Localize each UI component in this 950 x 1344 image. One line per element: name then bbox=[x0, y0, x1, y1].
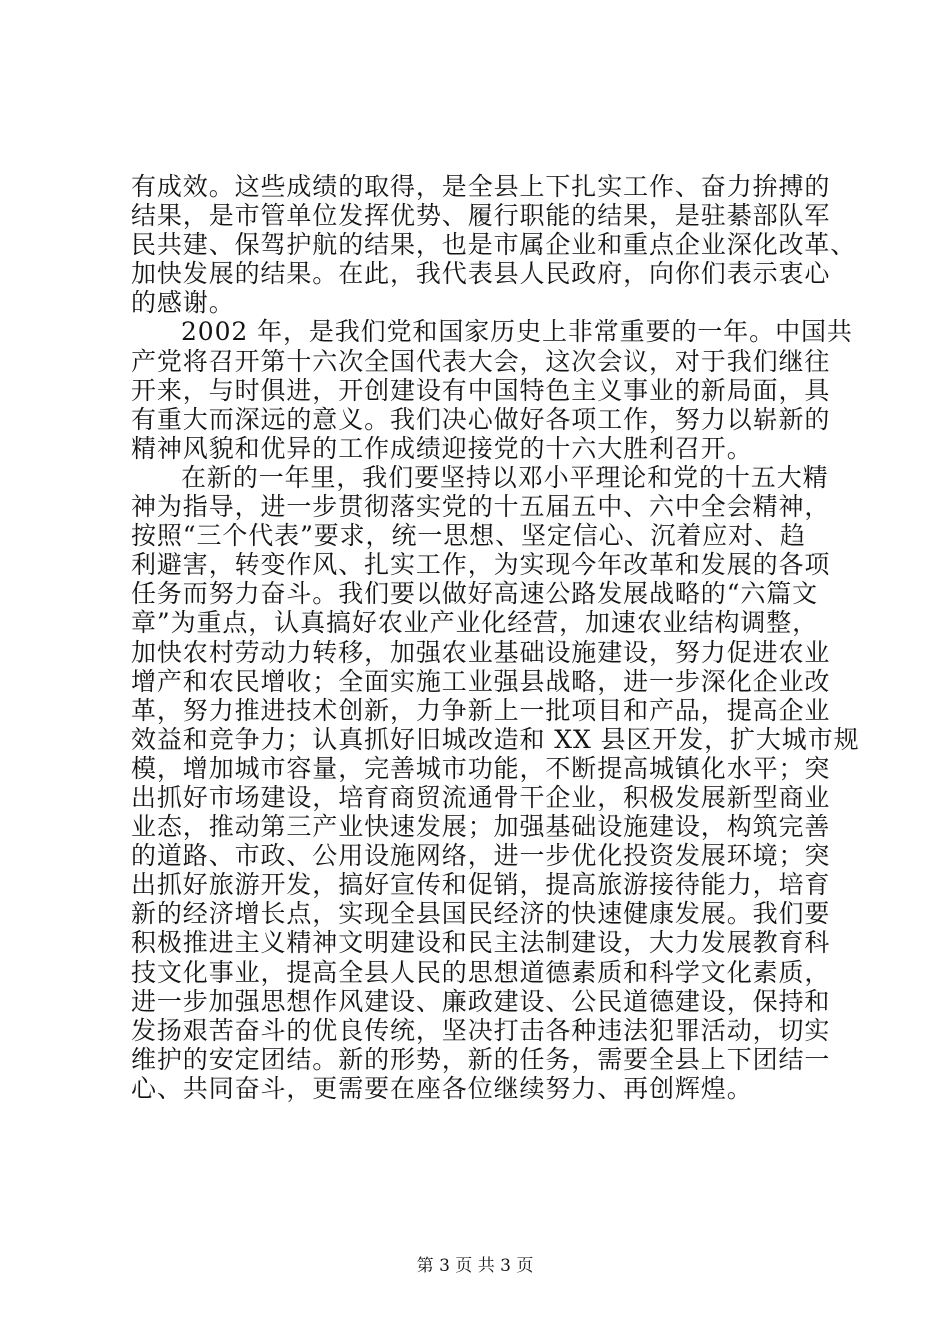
text-line: 出抓好旅游开发，搞好宣传和促销，提高旅游接待能力，培育 bbox=[131, 870, 831, 900]
text-line: 民共建、保驾护航的结果，也是市属企业和重点企业深化改革、 bbox=[131, 230, 857, 260]
text-line: 革，努力推进技术创新，力争新上一批项目和产品，提高企业 bbox=[131, 695, 831, 725]
text-line: 的感谢。 bbox=[131, 288, 235, 318]
text-line: 神为指导，进一步贯彻落实党的十五届五中、六中全会精神， bbox=[131, 492, 831, 522]
text-line: 心、共同奋斗，更需要在座各位继续努力、再创辉煌。 bbox=[131, 1073, 753, 1103]
page-number-label: 第 3 页 共 3 页 bbox=[416, 1256, 534, 1276]
text-line: 模，增加城市容量，完善城市功能，不断提高城镇化水平；突 bbox=[131, 753, 831, 783]
text-line: 有成效。这些成绩的取得，是全县上下扎实工作、奋力拚搏的 bbox=[131, 172, 831, 201]
text-line: 加快发展的结果。在此，我代表县人民政府，向你们表示衷心 bbox=[131, 259, 831, 289]
text-line: 加快农村劳动力转移，加强农业基础设施建设，努力促进农业 bbox=[131, 637, 831, 667]
text-line: 积极推进主义精神文明建设和民主法制建设，大力发展教育科 bbox=[131, 928, 831, 958]
text-line: 新的经济增长点，实现全县国民经济的快速健康发展。我们要 bbox=[131, 899, 831, 929]
text-line: 维护的安定团结。新的形势，新的任务，需要全县上下团结一 bbox=[131, 1044, 831, 1074]
text-line: 结果，是市管单位发挥优势、履行职能的结果，是驻綦部队军 bbox=[131, 201, 831, 231]
page-footer bbox=[0, 1251, 950, 1276]
text-line: 章”为重点，认真搞好农业产业化经营，加速农业结构调整， bbox=[131, 608, 819, 638]
text-line: 效益和竞争力；认真抓好旧城改造和 XX 县区开发，扩大城市规 bbox=[131, 724, 860, 754]
text-line: 业态，推动第三产业快速发展；加强基础设施建设，构筑完善 bbox=[131, 812, 831, 842]
text-line: 增产和农民增收；全面实施工业强县战略，进一步深化企业改 bbox=[131, 666, 831, 696]
text-line: 进一步加强思想作风建设、廉政建设、公民道德建设，保持和 bbox=[131, 986, 831, 1016]
text-line: 发扬艰苦奋斗的优良传统，坚决打击各种违法犯罪活动，切实 bbox=[131, 1015, 831, 1045]
text-line: 的道路、市政、公用设施网络，进一步优化投资发展环境；突 bbox=[131, 841, 831, 871]
text-line: 产党将召开第十六次全国代表大会，这次会议，对于我们继往 bbox=[131, 346, 831, 376]
text-line: 技文化事业，提高全县人民的思想道德素质和科学文化素质， bbox=[131, 957, 831, 987]
text-line: 任务而努力奋斗。我们要以做好高速公路发展战略的“六篇文 bbox=[131, 579, 819, 609]
text-line: 精神风貌和优异的工作成绩迎接党的十六大胜利召开。 bbox=[131, 433, 753, 463]
body-text bbox=[131, 172, 860, 1103]
paragraph-start-line: 在新的一年里，我们要坚持以邓小平理论和党的十五大精 bbox=[181, 462, 829, 492]
text-line: 有重大而深远的意义。我们决心做好各项工作，努力以崭新的 bbox=[131, 404, 831, 434]
text-line: 出抓好市场建设，培育商贸流通骨干企业，积极发展新型商业 bbox=[131, 782, 831, 812]
paragraph-start-line: 2002 年，是我们党和国家历史上非常重要的一年。中国共 bbox=[181, 317, 853, 347]
text-line: 开来，与时俱进，开创建设有中国特色主义事业的新局面，具 bbox=[131, 375, 831, 405]
text-line: 按照“三个代表”要求，统一思想、坚定信心、沉着应对、趋 bbox=[131, 521, 806, 551]
text-line: 利避害，转变作风、扎实工作，为实现今年改革和发展的各项 bbox=[131, 550, 831, 580]
